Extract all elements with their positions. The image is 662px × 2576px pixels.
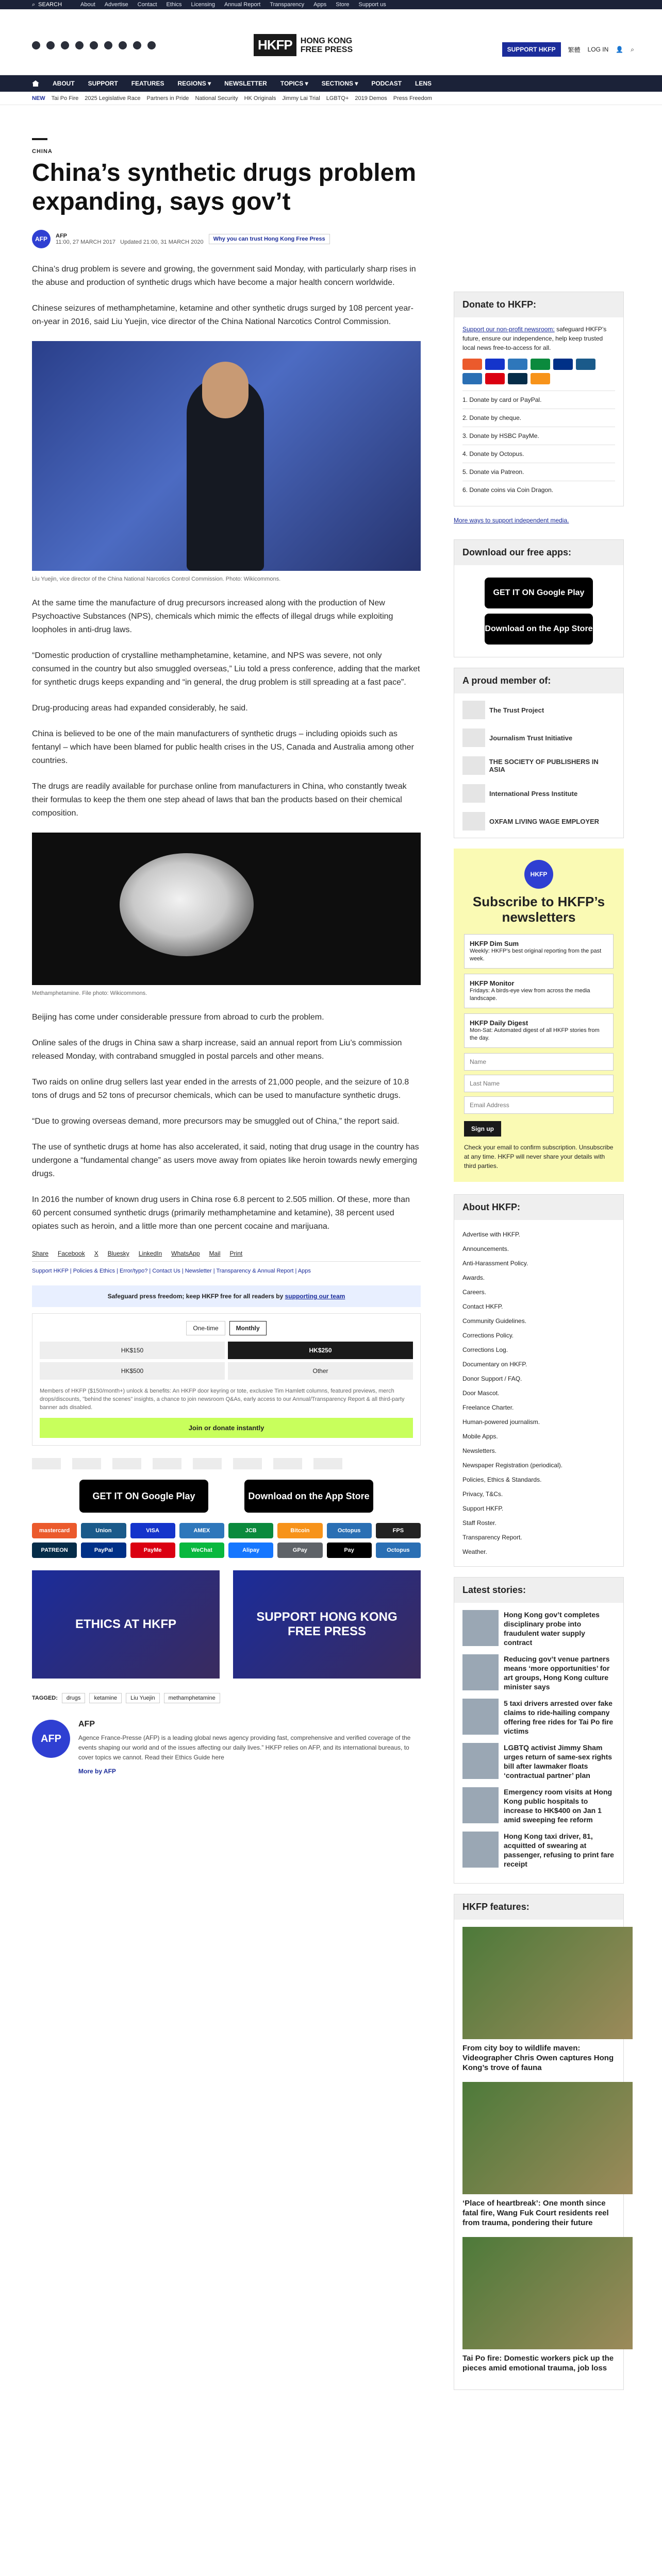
author-avatar-large[interactable]: AFP — [32, 1720, 70, 1758]
bluesky-icon[interactable] — [133, 41, 141, 49]
about-link[interactable]: Weather. — [462, 1548, 487, 1555]
story-title: Emergency room visits at Hong Kong public hospitals to increase to HK$400 on Jan 1 amid sweeping fee reform — [504, 1788, 613, 1824]
safeguard-banner — [32, 1285, 421, 1307]
rss-icon[interactable] — [147, 41, 156, 49]
nav-item[interactable]: ABOUT — [53, 80, 75, 87]
donate-box — [454, 292, 624, 506]
payment-logo: JCB — [228, 1523, 273, 1538]
article-paragraph: “Domestic production of crystalline methamphetamine, ketamine, and NPS was severe, not only consumed in the country but also smuggled overseas,” Liu told a press conference, adding that the market for synthetic drugs keeps expanding and “in general, the drug problem is still spreading at a fast pace”. — [32, 651, 420, 687]
social-icons — [32, 41, 156, 49]
share-bluesky[interactable]: Bluesky — [107, 1250, 129, 1257]
payment-logo: Bitcoin — [277, 1523, 322, 1538]
about-link[interactable]: Contact HKFP. — [462, 1303, 503, 1310]
feature-image — [462, 2082, 633, 2194]
newsletter-option-checkbox[interactable] — [464, 934, 614, 969]
about-link[interactable]: Community Guidelines. — [462, 1317, 527, 1325]
new-label: NEW — [32, 95, 45, 101]
payment-logo: Union — [81, 1523, 126, 1538]
trending-tags-bar — [0, 92, 662, 105]
newsletter-signup — [454, 849, 624, 1182]
latest-story[interactable] — [462, 1832, 615, 1869]
newsletter-name: HKFP Daily Digest — [470, 1019, 528, 1027]
article-title: China’s synthetic drugs problem expanding, says gov’t — [32, 159, 417, 215]
feature-story[interactable] — [462, 2082, 615, 2228]
utility-link[interactable]: Store — [336, 2, 350, 8]
oxfam-icon — [462, 812, 485, 831]
signup-button[interactable]: Sign up — [464, 1121, 501, 1137]
jti-icon — [462, 728, 485, 747]
article-photo-methamphetamine — [32, 833, 421, 985]
features-box — [454, 1894, 624, 2390]
newsletter-badge: HKFP — [524, 860, 553, 889]
donation-widget — [32, 1313, 421, 1446]
promo-banners — [32, 1570, 421, 1679]
main-nav — [0, 75, 662, 92]
youtube-icon[interactable] — [90, 41, 98, 49]
newsletter-option-checkbox[interactable] — [464, 1013, 614, 1048]
latest-story[interactable] — [462, 1699, 615, 1736]
top-utility-bar — [0, 0, 662, 9]
nav-item[interactable]: FEATURES — [131, 80, 164, 87]
photo-caption: Liu Yuejin, vice director of the China National Narcotics Control Commission. Photo: Wikicommons. — [32, 576, 281, 582]
first-name-input[interactable] — [464, 1053, 614, 1071]
google-play-button[interactable]: GET IT ON Google Play — [79, 1480, 208, 1513]
latest-story[interactable] — [462, 1610, 615, 1647]
payment-logo: PayPal — [81, 1543, 126, 1558]
nav-item[interactable]: PODCAST — [371, 80, 402, 87]
about-link[interactable]: Newsletters. — [462, 1447, 497, 1454]
partner-logo[interactable] — [233, 1458, 262, 1469]
about-link[interactable]: Policies, Ethics & Standards. — [462, 1476, 542, 1483]
donate-intro: safeguard HKFP’s future, ensure our independence, help keep trusted local news free-to-access for all. — [462, 326, 607, 351]
newsletter-name: HKFP Monitor — [470, 979, 515, 987]
partner-logo[interactable] — [72, 1458, 101, 1469]
trending-tag[interactable]: 2025 Legislative Race — [85, 95, 141, 101]
utility-links — [80, 2, 386, 8]
article-paragraph: Beijing has come under considerable pressure from abroad to curb the problem. — [32, 1013, 324, 1022]
story-thumbnail — [462, 1743, 499, 1779]
nav-item[interactable]: SECTIONS ▾ — [321, 80, 358, 87]
member-title: A proud member of: — [454, 668, 623, 693]
share-x[interactable]: X — [94, 1250, 98, 1257]
photo-face — [202, 362, 249, 418]
partner-logo[interactable] — [193, 1458, 222, 1469]
nav-item[interactable]: REGIONS ▾ — [177, 80, 211, 87]
utility-link[interactable]: Licensing — [191, 2, 215, 8]
visa-icon — [485, 359, 505, 370]
payment-logo: mastercard — [32, 1523, 77, 1538]
last-name-input[interactable] — [464, 1075, 614, 1092]
article-paragraph: Two raids on online drug sellers last year ended in the arrests of 21,000 people, and the seizure of 10.8 tons of drugs and 52 tons of precursor chemicals, which can be used to manufacture synthetic drugs. — [32, 1078, 409, 1100]
feature-story[interactable] — [462, 2237, 615, 2373]
member-name: THE SOCIETY OF PUBLISHERS IN ASIA — [489, 758, 599, 773]
amex-icon — [508, 359, 527, 370]
home-icon[interactable] — [32, 80, 39, 87]
about-link[interactable]: Privacy, T&Cs. — [462, 1490, 503, 1498]
features-title: HKFP features: — [454, 1894, 623, 1920]
about-link[interactable]: Newspaper Registration (periodical). — [462, 1462, 563, 1469]
latest-story[interactable] — [462, 1787, 615, 1824]
payment-logo: Pay — [327, 1543, 372, 1558]
about-link[interactable]: Corrections Log. — [462, 1346, 508, 1353]
author-bio: Agence France-Presse (AFP) is a leading global news agency providing fast, comprehensive and verified coverage of the events shaping our world and of the issues affecting our daily lives.” HKFP relies on AFP, and its international bureaus, to cover topics we cannot. Read their Ethics Guide here — [78, 1734, 411, 1761]
newsletter-desc: Mon-Sat: Automated digest of all HKFP stories from the day. — [470, 1027, 600, 1041]
header-actions — [502, 42, 634, 57]
payment-logo: AMEX — [179, 1523, 224, 1538]
utility-link[interactable]: Transparency — [270, 2, 305, 8]
more-by-author-link[interactable]: More by AFP — [78, 1768, 116, 1775]
feature-title: From city boy to wildlife maven: Videographer Chris Owen captures Hong Kong’s trove of fauna — [462, 2044, 614, 2072]
apps-box — [454, 539, 624, 657]
trending-tag[interactable]: National Security — [195, 95, 238, 101]
article — [32, 138, 421, 1775]
patreon-icon — [508, 373, 527, 384]
article-paragraph: The drugs are readily available for purchase online from manufacturers in China, who constantly tweak their formulas to keep the them one step ahead of laws that ban the products based on their chemical composition. — [32, 782, 407, 818]
article-photo-liu-yuejin — [32, 341, 421, 571]
donate-title: Donate to HKFP: — [454, 292, 623, 317]
latest-story[interactable] — [462, 1654, 615, 1691]
utility-link[interactable]: Support us — [358, 2, 386, 8]
account-icon[interactable]: 👤 — [616, 46, 624, 53]
about-link[interactable]: Donor Support / FAQ. — [462, 1375, 522, 1382]
about-link[interactable]: Door Mascot. — [462, 1389, 500, 1397]
mastercard-icon — [462, 359, 482, 370]
trending-tag[interactable]: Partners in Pride — [146, 95, 189, 101]
payment-logo: WeChat — [179, 1543, 224, 1558]
payment-logo: GPay — [277, 1543, 322, 1558]
photo-crystal — [120, 853, 254, 956]
member-logo[interactable] — [462, 782, 615, 805]
trending-tag[interactable]: Jimmy Lai Trial — [282, 95, 320, 101]
linkedin-icon[interactable] — [104, 41, 112, 49]
donate-option[interactable]: 1. Donate by card or PayPal. — [462, 391, 615, 409]
logo-text-line2: FREE PRESS — [300, 45, 353, 54]
payment-logo: Octopus — [376, 1543, 421, 1558]
amount-option-other[interactable]: Other — [228, 1362, 413, 1380]
threads-icon[interactable] — [75, 41, 84, 49]
article-paragraph: At the same time the manufacture of drug precursors increased along with the production of New Psychoactive Substances (NPS), chemicals which mimic the effects of illegal drugs while exploiting loopholes in anti-drug laws. — [32, 599, 393, 634]
article-tag[interactable]: Liu Yuejin — [126, 1693, 160, 1703]
latest-story[interactable] — [462, 1743, 615, 1780]
freq-monthly[interactable]: Monthly — [229, 1321, 267, 1335]
story-title: Hong Kong taxi driver, 81, acquitted of swearing at passenger, refusing to print fare receipt — [504, 1832, 614, 1868]
sopa-icon — [462, 756, 485, 775]
about-link[interactable]: Human-powered journalism. — [462, 1418, 540, 1426]
latest-title: Latest stories: — [454, 1578, 623, 1603]
member-logo[interactable] — [462, 726, 615, 749]
donate-option[interactable]: 3. Donate by HSBC PayMe. — [462, 427, 615, 445]
payment-logo: VISA — [130, 1523, 175, 1538]
telegram-icon[interactable] — [119, 41, 127, 49]
site-header — [0, 9, 662, 75]
donation-options — [462, 391, 615, 499]
latest-stories — [454, 1603, 623, 1883]
logo-text-line1: HONG KONG — [300, 36, 353, 45]
logo-mark: HKFP — [254, 34, 296, 56]
feature-story[interactable] — [462, 1927, 615, 2073]
article-tags — [32, 1693, 421, 1703]
language-link[interactable]: 繁體 — [568, 46, 581, 54]
about-link[interactable]: Awards. — [462, 1274, 485, 1281]
partner-logos — [32, 1458, 421, 1469]
app-store-buttons — [32, 1480, 421, 1513]
trending-tag[interactable]: 2019 Demos — [355, 95, 387, 101]
supporting-our-team-link[interactable]: supporting our team — [285, 1293, 345, 1300]
member-name: International Press Institute — [489, 789, 578, 798]
about-link[interactable]: Documentary on HKFP. — [462, 1361, 527, 1368]
support-hkfp-button[interactable]: SUPPORT HKFP — [502, 42, 561, 57]
x-icon[interactable] — [46, 41, 55, 49]
newsletter-fineprint: Check your email to confirm subscription. Unsubscribe at any time. HKFP will never share your details with third parties. — [464, 1144, 614, 1170]
article-tag[interactable]: drugs — [62, 1693, 86, 1703]
instagram-icon[interactable] — [61, 41, 69, 49]
nav-item[interactable]: SUPPORT — [88, 80, 118, 87]
article-paragraph: China is believed to be one of the main manufacturers of synthetic drugs – including opioids such as fentanyl – which have been blamed for public health crises in the US, Canada and Australia among other countries. — [32, 730, 414, 765]
member-name: OXFAM LIVING WAGE EMPLOYER — [489, 817, 600, 825]
payment-methods — [32, 1523, 421, 1558]
amount-option[interactable]: HK$150 — [40, 1342, 225, 1359]
amount-option[interactable]: HK$500 — [40, 1362, 225, 1380]
feature-image — [462, 2237, 633, 2349]
about-box — [454, 1194, 624, 1567]
share-bar — [32, 1246, 421, 1262]
jcb-icon — [531, 359, 550, 370]
newsletter-desc: Weekly: HKFP’s best original reporting from the past week. — [470, 948, 602, 962]
search-label: SEARCH — [38, 2, 62, 8]
about-link[interactable]: Support HKFP. — [462, 1505, 504, 1512]
support-promo[interactable]: SUPPORT HONG KONG FREE PRESS — [233, 1570, 421, 1679]
partner-logo[interactable] — [153, 1458, 181, 1469]
trust-project-icon — [462, 701, 485, 719]
publish-date: 11:00, 27 MARCH 2017 — [56, 239, 115, 245]
apps-title: Download our free apps: — [454, 540, 623, 565]
member-name: Journalism Trust Initiative — [489, 734, 573, 742]
share-mail[interactable]: Mail — [209, 1250, 221, 1257]
app-store-button[interactable]: Download on the App Store — [244, 1480, 373, 1513]
google-play-button[interactable]: GET IT ON Google Play — [485, 578, 593, 608]
story-thumbnail — [462, 1832, 499, 1868]
search-icon[interactable]: ⌕ — [631, 45, 634, 53]
safeguard-text: Safeguard press freedom; keep HKFP free for all readers by — [107, 1293, 284, 1300]
newsletter-name: HKFP Dim Sum — [470, 940, 519, 947]
share-link[interactable]: Share — [32, 1250, 49, 1257]
facebook-icon[interactable] — [32, 41, 40, 49]
about-link[interactable]: Corrections Policy. — [462, 1332, 514, 1339]
about-links — [454, 1220, 623, 1566]
article-tag[interactable]: methamphetamine — [164, 1693, 220, 1703]
feature-title: ‘Place of heartbreak’: One month since fatal fire, Wang Fuk Court residents reel from trauma, pondering their future — [462, 2199, 609, 2227]
tagged-label: TAGGED: — [32, 1695, 58, 1701]
newsletter-desc: Fridays: A birds-eye view from across the media landscape. — [470, 988, 590, 1002]
member-logo[interactable] — [462, 754, 615, 777]
member-name: The Trust Project — [489, 706, 544, 714]
story-title: LGBTQ activist Jimmy Sham urges return of same-sex rights bill after lawmaker floats ‘contractual partner’ plan — [504, 1743, 613, 1780]
about-link[interactable]: Staff Roster. — [462, 1519, 496, 1527]
about-link[interactable]: Advertise with HKFP. — [462, 1231, 520, 1238]
feature-stories — [454, 1920, 623, 2389]
about-link[interactable]: Announcements. — [462, 1245, 509, 1252]
author-box — [32, 1720, 421, 1775]
article-paragraph: The use of synthetic drugs at home has also accelerated, it said, noting that drug usage in the country has undergone a “fundamental change” as users move away from opiates like heroin towards newly emerging drugs. — [32, 1143, 419, 1178]
ethics-promo[interactable]: ETHICS AT HKFP — [32, 1570, 220, 1679]
author-box-name[interactable]: AFP — [78, 1720, 95, 1728]
byline — [32, 230, 421, 248]
donate-option[interactable]: 4. Donate by Octopus. — [462, 445, 615, 463]
nav-item[interactable]: LENS — [415, 80, 432, 87]
donate-option[interactable]: 2. Donate by cheque. — [462, 409, 615, 427]
about-link[interactable]: Freelance Charter. — [462, 1404, 514, 1411]
about-title: About HKFP: — [454, 1195, 623, 1220]
newsletter-option-checkbox[interactable] — [464, 974, 614, 1008]
utility-link[interactable]: Apps — [313, 2, 327, 8]
trending-tag[interactable]: HK Originals — [244, 95, 276, 101]
join-donate-button[interactable]: Join or donate instantly — [40, 1418, 413, 1438]
photo-caption: Methamphetamine. File photo: Wikicommons. — [32, 990, 147, 996]
search-icon: ⌕ — [32, 1, 36, 8]
share-facebook[interactable]: Facebook — [58, 1250, 85, 1257]
search-toggle[interactable] — [32, 2, 62, 8]
share-print[interactable]: Print — [229, 1250, 243, 1257]
story-thumbnail — [462, 1699, 499, 1735]
about-link[interactable]: Mobile Apps. — [462, 1433, 498, 1440]
trending-tag[interactable]: Press Freedom — [393, 95, 432, 101]
member-logo[interactable] — [462, 699, 615, 721]
sidebar — [454, 292, 624, 2400]
payment-logo: PayMe — [130, 1543, 175, 1558]
payment-logo: PATREON — [32, 1543, 77, 1558]
utility-link[interactable]: Ethics — [166, 2, 182, 8]
email-input[interactable] — [464, 1096, 614, 1114]
feature-title: Tai Po fire: Domestic workers pick up the pieces amid emotional trauma, job loss — [462, 2354, 614, 2372]
about-link[interactable]: Anti-Harassment Policy. — [462, 1260, 528, 1267]
author-name[interactable]: AFP — [56, 233, 67, 239]
trending-tag[interactable]: LGBTQ+ — [326, 95, 349, 101]
logo-text — [301, 37, 353, 54]
octopus-icon — [462, 373, 482, 384]
article-tag[interactable]: ketamine — [89, 1693, 122, 1703]
about-link[interactable]: Careers. — [462, 1289, 487, 1296]
feature-image — [462, 1927, 633, 2039]
author-avatar[interactable]: AFP — [32, 230, 51, 248]
login-link[interactable]: LOG IN — [587, 46, 609, 53]
ipi-icon — [462, 784, 485, 803]
donation-amounts — [40, 1342, 413, 1380]
utility-link[interactable]: Advertise — [104, 2, 128, 8]
payment-logo: FPS — [376, 1523, 421, 1538]
category-bar — [32, 138, 47, 140]
partner-logo[interactable] — [112, 1458, 141, 1469]
latest-box — [454, 1577, 624, 1884]
article-paragraph: China’s drug problem is severe and growing, the government said Monday, with particularly sharp rises in the abuse and production of synthetic drugs which have become a major health concern worldwide. — [32, 265, 416, 287]
article-paragraph: Online sales of the drugs in China saw a sharp increase, said an annual report from Liu’s commission released Monday, with contraband smuggled in postal parcels and other means. — [32, 1039, 402, 1061]
site-logo[interactable] — [254, 34, 353, 56]
amount-option-selected[interactable]: HK$250 — [228, 1342, 413, 1359]
bitcoin-icon — [531, 373, 550, 384]
trending-tag[interactable]: Tai Po Fire — [51, 95, 79, 101]
why-trust-link[interactable]: Why you can trust Hong Kong Free Press — [209, 234, 330, 244]
member-logo[interactable] — [462, 810, 615, 833]
partner-logo[interactable] — [313, 1458, 342, 1469]
nav-item[interactable]: TOPICS ▾ — [280, 80, 308, 87]
story-title: 5 taxi drivers arrested over fake claims to ride-hailing company offering free rides for Tai Po fire victims — [504, 1699, 614, 1735]
article-footer-links[interactable]: Support HKFP | Policies & Ethics | Error/typo? | Contact Us | Newsletter | Transparency & Annual Report | Apps — [32, 1268, 311, 1274]
article-paragraph: Chinese seizures of methamphetamine, ketamine and other synthetic drugs surged by 108 percent year-on-year in 2016, said Liu Yuejin, vice director of the China National Narcotics Control Commission. — [32, 304, 413, 326]
donate-option[interactable]: 5. Donate via Patreon. — [462, 463, 615, 481]
utility-link[interactable]: Contact — [137, 2, 157, 8]
article-paragraph: “Due to growing overseas demand, more precursors may be smuggled out of China,” the report said. — [32, 1117, 400, 1126]
support-newsroom-link[interactable]: Support our non-profit newsroom: — [462, 326, 555, 333]
article-paragraph: Drug-producing areas had expanded considerably, he said. — [32, 704, 248, 713]
story-title: Reducing gov’t venue partners means ‘more opportunities’ for art groups, Hong Kong culture minister says — [504, 1655, 610, 1691]
paypal-icon — [553, 359, 573, 370]
freq-one-time[interactable]: One-time — [186, 1321, 225, 1335]
partner-logo[interactable] — [32, 1458, 61, 1469]
story-title: Hong Kong gov’t completes disciplinary probe into fraudulent water supply contract — [504, 1611, 600, 1647]
story-thumbnail — [462, 1654, 499, 1690]
article-category[interactable]: CHINA — [32, 148, 53, 155]
updated-date: Updated 21:00, 31 MARCH 2020 — [120, 239, 204, 245]
member-box — [454, 668, 624, 838]
share-whatsapp[interactable]: WhatsApp — [171, 1250, 200, 1257]
payment-logo: Alipay — [228, 1543, 273, 1558]
card-logos — [462, 359, 615, 384]
payment-logo: Octopus — [327, 1523, 372, 1538]
article-paragraph: In 2016 the number of known drug users in China rose 6.8 percent to 2.505 million. Of these, more than 60 percent consumed synthetic drugs (primarily methamphetamine and ketamine), 38 percent used opiates such as heroin, and a little more than one percent cocaine and marijuana. — [32, 1195, 410, 1231]
utility-link[interactable]: Annual Report — [224, 2, 261, 8]
unionpay-icon — [576, 359, 595, 370]
story-thumbnail — [462, 1610, 499, 1646]
app-store-button[interactable]: Download on the App Store — [485, 614, 593, 645]
about-link[interactable]: Transparency Report. — [462, 1534, 522, 1541]
payme-icon — [485, 373, 505, 384]
newsletter-title: Subscribe to HKFP’s newsletters — [472, 894, 605, 925]
donation-frequency — [40, 1321, 413, 1335]
donate-option[interactable]: 6. Donate coins via Coin Dragon. — [462, 481, 615, 499]
story-thumbnail — [462, 1787, 499, 1823]
nav-item[interactable]: NEWSLETTER — [224, 80, 267, 87]
utility-link[interactable]: About — [80, 2, 95, 8]
partner-logo[interactable] — [273, 1458, 302, 1469]
share-linkedin[interactable]: LinkedIn — [138, 1250, 162, 1257]
more-ways-link[interactable]: More ways to support independent media. — [454, 517, 569, 524]
membership-note: Members of HKFP ($150/month+) unlock & benefits: An HKFP door keyring or tote, exclusive Tim Hamlett columns, featured previews, merch drops/discounts, "behind the scenes" insights, a chance to join newsroom Q&As, early access to our Annual/Transparency Report & all third-party banner ads disabled. — [40, 1388, 405, 1411]
